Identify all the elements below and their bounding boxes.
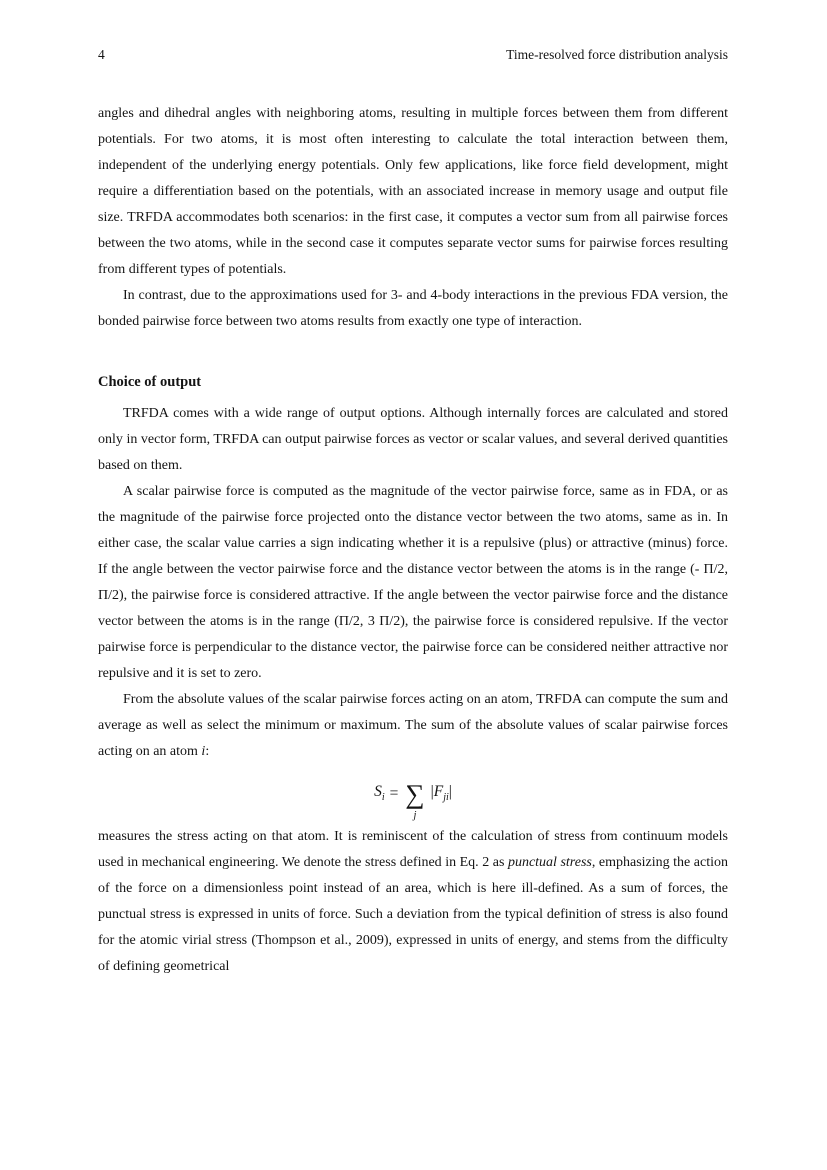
force-symbol: F	[433, 782, 444, 800]
absolute-bar-open: |	[430, 782, 434, 800]
equation-punctual-stress	[98, 773, 728, 821]
equals-sign: =	[389, 784, 399, 802]
paragraph-potentials: angles and dihedral angles with neighboring atoms, resulting in multiple forces between them from different potentials. For two atoms, it is most often interesting to calculate the total interaction between them, independent of the underlying energy potentials. Only few applications, like force field development, might require a differentiation based on the potentials, with an associated increase in memory usage and output file size. TRFDA accommodates both scenarios: in the first case, it computes a vector sum from all pairwise forces between the two atoms, while in the second case it computes separate vector sums for pairwise forces resulting from different types of potentials.	[98, 106, 728, 277]
summation-index: j	[413, 810, 417, 821]
equation-term	[431, 784, 452, 803]
paragraph-sum-intro	[98, 687, 728, 765]
paragraph-output-options: TRFDA comes with a wide range of output options. Although internally forces are calculated and stored only in vector form, TRFDA can output pairwise forces as vector or scalar values, and several derived quantities based on them.	[98, 406, 728, 473]
page-header	[98, 47, 728, 63]
summation-symbol	[405, 781, 424, 822]
text-segment: :	[205, 744, 210, 759]
running-title: Time-resolved force distribution analysis	[506, 47, 728, 62]
equation-lhs-variable	[374, 784, 385, 803]
paragraph-stress-discussion	[98, 824, 728, 980]
lhs-symbol: S	[374, 782, 382, 800]
italic-atom-index: i	[201, 744, 206, 759]
absolute-bar-close: |	[448, 782, 452, 800]
sigma-glyph: ∑	[405, 779, 425, 809]
paragraph-scalar-force: A scalar pairwise force is computed as the magnitude of the vector pairwise force, same as in FDA, or as the magnitude of the pairwise force projected onto the distance vector between the two atoms, same as in. In either case, the scalar value carries a sign indicating whether it is a repulsive (plus) or attractive (minus) force. If the angle between the vector pairwise force and the distance vector between the atoms is in the range (- Π/2, Π/2), the pairwise force is considered attractive. If the angle between the vector pairwise force and the distance vector between the atoms is in the range (Π/2, 3 Π/2), the pairwise force is considered repulsive. If the vector pairwise force is perpendicular to the distance vector, the pairwise force can be considered neither attractive nor repulsive and it is set to zero.	[98, 484, 728, 681]
italic-punctual-stress: punctual stress	[507, 854, 592, 870]
page-body	[98, 101, 728, 980]
text-segment: , emphasizing the action of the force on a dimensionless point instead of an area, which is here ill-defined. As a sum of forces, the punctual stress is expressed in units of force. Such a deviation from the typical definition of stress is also found for the atomic virial stress (Thompson et al., 2009), expressed in units of energy, and stems from the difficulty of defining geometrical	[98, 854, 729, 974]
lhs-subscript: i	[381, 791, 385, 803]
text-segment: From the absolute values of the scalar pairwise forces acting on an atom, TRFDA can compute the sum and average as well as select the minimum or maximum. The sum of the absolute values of scalar pairwise forces acting on an atom	[98, 692, 728, 759]
force-subscript: ji	[443, 791, 449, 803]
text-segment: measures the stress acting on that atom. It is reminiscent of the calculation of stress from continuum models used in mechanical engineering. We denote the stress defined in Eq. 2 as	[98, 828, 728, 870]
section-heading-choice-of-output: Choice of output	[98, 374, 202, 390]
paragraph-contrast: In contrast, due to the approximations used for 3- and 4-body interactions in the previous FDA version, the bonded pairwise force between two atoms results from exactly one type of interaction.	[98, 288, 728, 329]
page-number: 4	[98, 47, 105, 62]
